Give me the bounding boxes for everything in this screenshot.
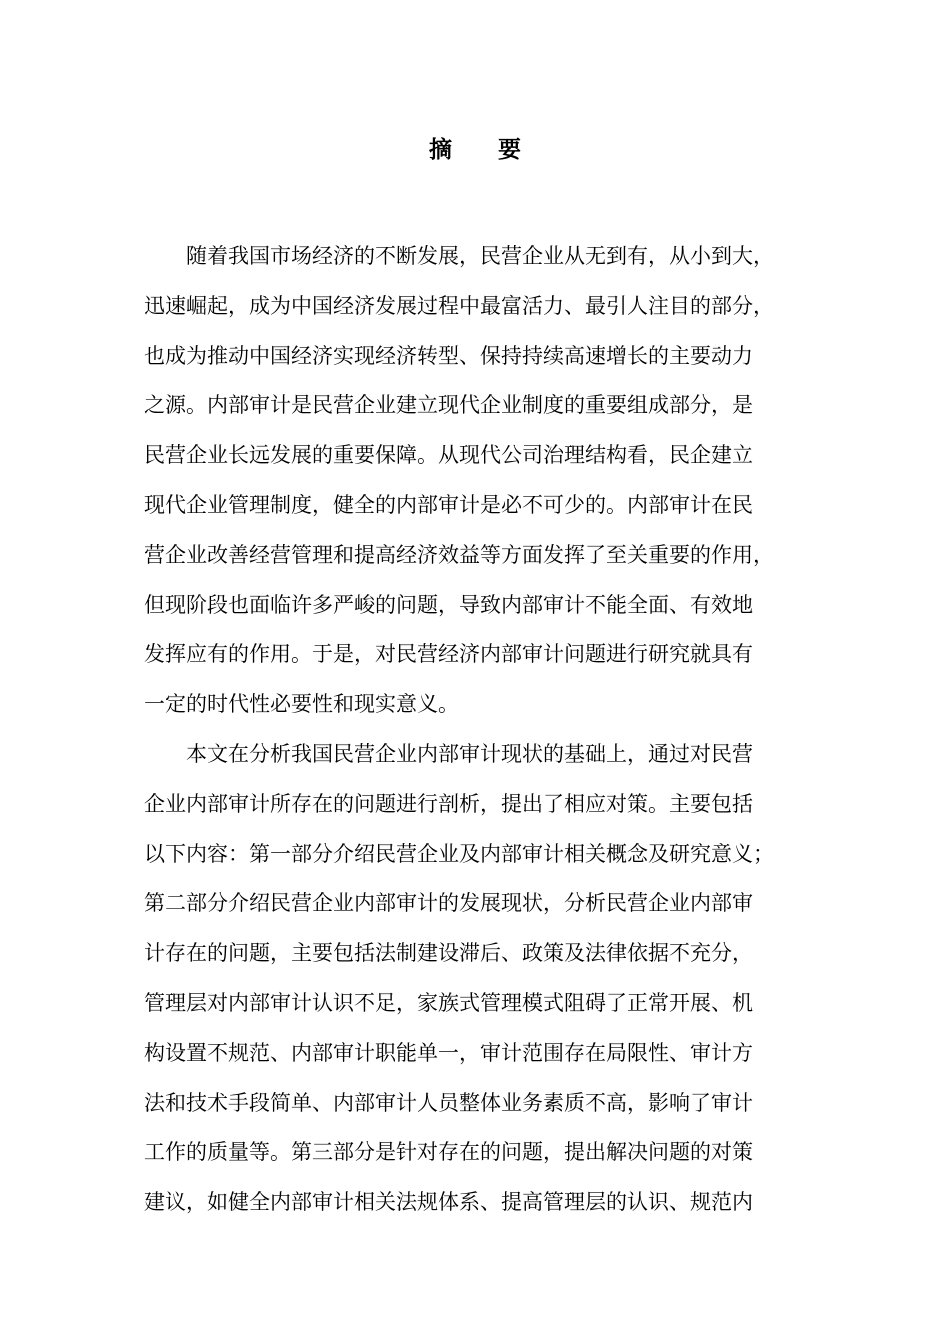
text-line: 法和技术手段简单、内部审计人员整体业务素质不高，影响了审计: [144, 1090, 753, 1115]
text-line: 构设置不规范、内部审计职能单一，审计范围存在局限性、审计方: [144, 1040, 753, 1065]
text-line: 之源。内部审计是民营企业建立现代企业制度的重要组成部分，是: [144, 393, 753, 418]
text-line: 但现阶段也面临许多严峻的问题，导致内部审计不能全面、有效地: [144, 592, 753, 617]
abstract-body: [144, 232, 834, 1228]
text-line: 企业内部审计所存在的问题进行剖析，提出了相应对策。主要包括: [144, 791, 753, 816]
title-char: 要: [498, 136, 521, 163]
text-line: 管理层对内部审计认识不足，家族式管理模式阻碍了正常开展、机: [144, 990, 753, 1015]
text-line: 也成为推动中国经济实现经济转型、保持持续高速增长的主要动力: [144, 343, 753, 368]
text-line: 一定的时代性必要性和现实意义。: [144, 692, 459, 717]
text-line: 工作的质量等。第三部分是针对存在的问题，提出解决问题的对策: [144, 1140, 753, 1165]
text-line: 迅速崛起，成为中国经济发展过程中最富活力、最引人注目的部分，: [144, 293, 774, 318]
text-line: 营企业改善经营管理和提高经济效益等方面发挥了至关重要的作用，: [144, 542, 774, 567]
text-line: 现代企业管理制度，健全的内部审计是必不可少的。内部审计在民: [144, 492, 753, 517]
page-title: [0, 134, 950, 166]
text-line: 本文在分析我国民营企业内部审计现状的基础上，通过对民营: [186, 741, 753, 766]
text-line: 计存在的问题，主要包括法制建设滞后、政策及法律依据不充分，: [144, 941, 753, 966]
text-line: 民营企业长远发展的重要保障。从现代公司治理结构看，民企建立: [144, 443, 753, 468]
text-line: 随着我国市场经济的不断发展，民营企业从无到有，从小到大，: [186, 244, 774, 268]
text-line: 第二部分介绍民营企业内部审计的发展现状，分析民营企业内部审: [144, 891, 753, 916]
title-char: 摘: [429, 136, 452, 163]
text-line: 发挥应有的作用。于是，对民营经济内部审计问题进行研究就具有: [144, 642, 753, 667]
text-line: 以下内容：第一部分介绍民营企业及内部审计相关概念及研究意义；: [144, 841, 774, 866]
text-line: 建议，如健全内部审计相关法规体系、提高管理层的认识、规范内: [144, 1190, 753, 1215]
